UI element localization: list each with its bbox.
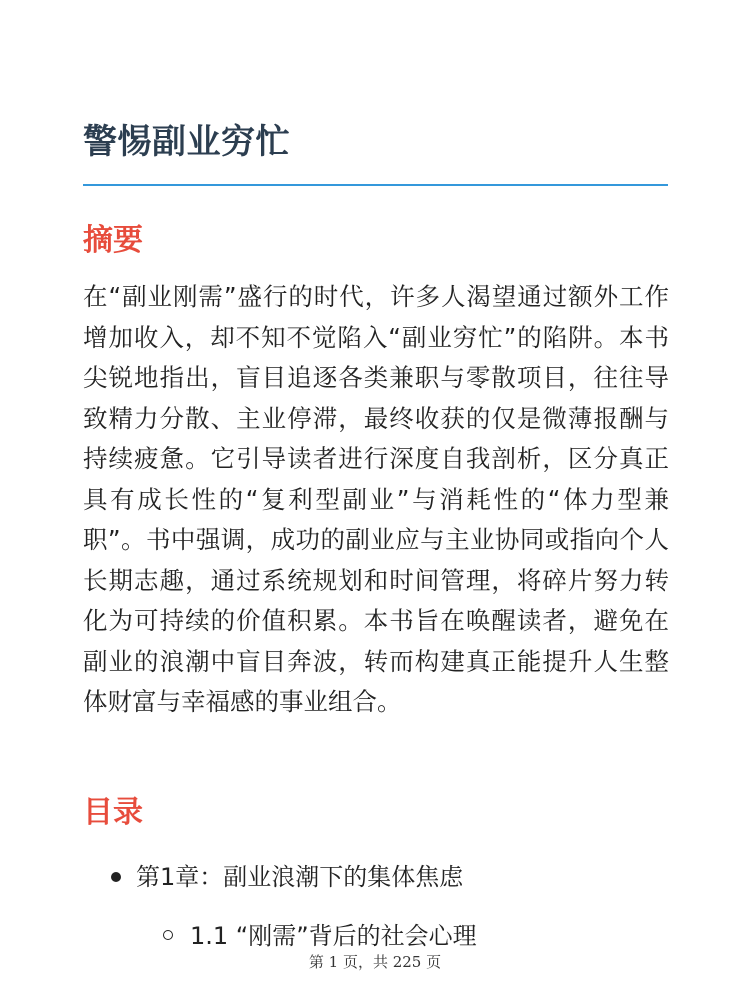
bullet-circle-icon <box>163 930 173 940</box>
toc-chapter-1[interactable] <box>83 855 668 899</box>
abstract-heading: 摘要 <box>83 223 143 258</box>
page-number-footer: 第 1 页，共 225 页 <box>308 953 442 971</box>
toc-heading: 目录 <box>83 795 143 830</box>
toc-chapter-label: 第1章：副业浪潮下的集体焦虑 <box>136 863 464 891</box>
toc-list <box>83 855 668 958</box>
toc-section-label: 1.1 “刚需”背后的社会心理 <box>190 922 477 950</box>
title-divider <box>83 184 668 186</box>
document-title: 警惕副业穷忙 <box>83 122 290 162</box>
abstract-paragraph: 在“副业刚需”盛行的时代，许多人渴望通过额外工作增加收入，却不知不觉陷入“副业穷忙”的陷阱。本书尖锐地指出，盲目追逐各类兼职与零散项目，往往导致精力分散、主业停滞，最终收获的仅是微薄报酬与持续疲惫。它引导读者进行深度自我剖析，区分真正具有成长性的“复利型副业”与消耗性的“体力型兼职”。书中强调，成功的副业应与主业协同或指向个人长期志趣，通过系统规划和时间管理，将碎片努力转化为可持续的价值积累。本书旨在唤醒读者，避免在副业的浪潮中盲目奔波，转而构建真正能提升人生整体财富与幸福感的事业组合。 <box>83 282 669 716</box>
bullet-disc-icon <box>111 872 121 882</box>
